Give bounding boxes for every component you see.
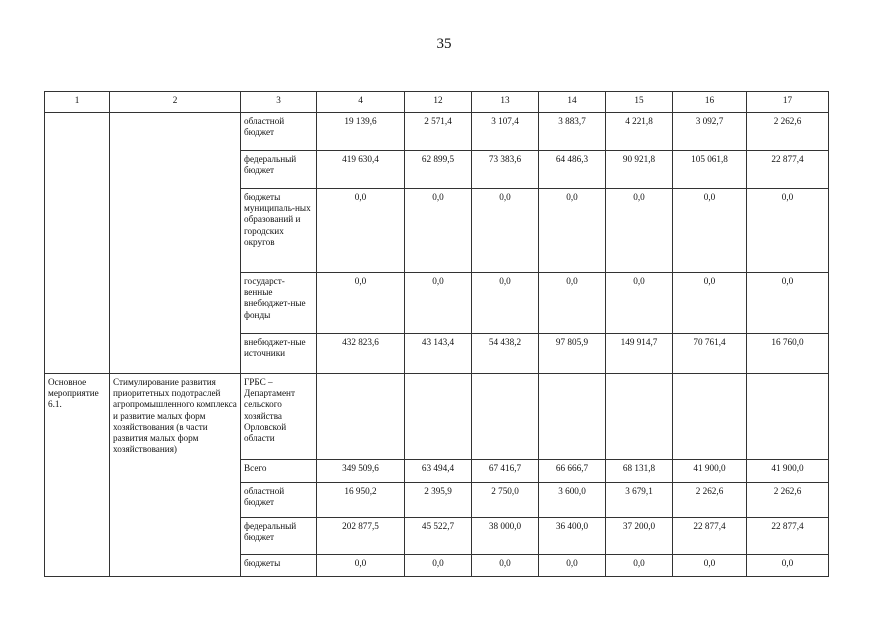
table-body bbox=[45, 113, 829, 577]
value-cell: 66 666,7 bbox=[539, 460, 606, 483]
funding-source-cell: внебюджет-ные источники bbox=[241, 334, 317, 374]
header-cell: 15 bbox=[606, 92, 673, 113]
header-cell: 12 bbox=[405, 92, 472, 113]
value-cell: 0,0 bbox=[405, 189, 472, 273]
value-cell: 22 877,4 bbox=[673, 518, 747, 555]
value-cell: 0,0 bbox=[606, 189, 673, 273]
event-description-cell bbox=[110, 113, 241, 374]
value-cell: 41 900,0 bbox=[747, 460, 829, 483]
value-cell bbox=[606, 374, 673, 460]
value-cell: 349 509,6 bbox=[317, 460, 405, 483]
header-cell: 2 bbox=[110, 92, 241, 113]
value-cell bbox=[539, 374, 606, 460]
value-cell: 22 877,4 bbox=[747, 518, 829, 555]
value-cell: 419 630,4 bbox=[317, 151, 405, 189]
value-cell: 67 416,7 bbox=[472, 460, 539, 483]
value-cell: 3 600,0 bbox=[539, 483, 606, 518]
header-row bbox=[45, 92, 829, 113]
value-cell: 0,0 bbox=[539, 189, 606, 273]
value-cell: 97 805,9 bbox=[539, 334, 606, 374]
event-name-cell: Основное мероприятие 6.1. bbox=[45, 374, 110, 577]
value-cell: 22 877,4 bbox=[747, 151, 829, 189]
table-row bbox=[45, 113, 829, 151]
value-cell: 0,0 bbox=[747, 189, 829, 273]
page-number: 35 bbox=[436, 36, 452, 52]
value-cell: 0,0 bbox=[317, 273, 405, 334]
table-row bbox=[45, 374, 829, 460]
value-cell: 70 761,4 bbox=[673, 334, 747, 374]
funding-source-cell: областной бюджет bbox=[241, 113, 317, 151]
header-cell: 1 bbox=[45, 92, 110, 113]
funding-source-cell: государст-венные внебюджет-ные фонды bbox=[241, 273, 317, 334]
value-cell: 0,0 bbox=[317, 555, 405, 577]
funding-source-cell: Всего bbox=[241, 460, 317, 483]
value-cell: 73 383,6 bbox=[472, 151, 539, 189]
value-cell: 4 221,8 bbox=[606, 113, 673, 151]
value-cell: 41 900,0 bbox=[673, 460, 747, 483]
value-cell: 2 262,6 bbox=[747, 483, 829, 518]
value-cell: 0,0 bbox=[673, 555, 747, 577]
header-cell: 4 bbox=[317, 92, 405, 113]
value-cell: 3 883,7 bbox=[539, 113, 606, 151]
funding-source-cell: бюджеты муниципаль-ных образований и городских округов bbox=[241, 189, 317, 273]
header-cell: 17 bbox=[747, 92, 829, 113]
value-cell: 3 107,4 bbox=[472, 113, 539, 151]
value-cell: 45 522,7 bbox=[405, 518, 472, 555]
funding-source-cell: бюджеты bbox=[241, 555, 317, 577]
value-cell: 63 494,4 bbox=[405, 460, 472, 483]
value-cell: 16 760,0 bbox=[747, 334, 829, 374]
funding-source-cell: федеральный бюджет bbox=[241, 151, 317, 189]
value-cell bbox=[472, 374, 539, 460]
table-header bbox=[45, 92, 829, 113]
value-cell: 68 131,8 bbox=[606, 460, 673, 483]
header-cell: 13 bbox=[472, 92, 539, 113]
value-cell: 105 061,8 bbox=[673, 151, 747, 189]
value-cell: 2 571,4 bbox=[405, 113, 472, 151]
value-cell: 0,0 bbox=[673, 189, 747, 273]
value-cell bbox=[747, 374, 829, 460]
value-cell: 19 139,6 bbox=[317, 113, 405, 151]
value-cell: 37 200,0 bbox=[606, 518, 673, 555]
value-cell: 2 395,9 bbox=[405, 483, 472, 518]
value-cell: 0,0 bbox=[405, 273, 472, 334]
value-cell: 0,0 bbox=[472, 273, 539, 334]
value-cell: 2 750,0 bbox=[472, 483, 539, 518]
funding-source-cell: областной бюджет bbox=[241, 483, 317, 518]
value-cell bbox=[405, 374, 472, 460]
value-cell: 2 262,6 bbox=[673, 483, 747, 518]
value-cell: 0,0 bbox=[317, 189, 405, 273]
value-cell: 149 914,7 bbox=[606, 334, 673, 374]
header-cell: 16 bbox=[673, 92, 747, 113]
funding-source-cell: федеральный бюджет bbox=[241, 518, 317, 555]
value-cell: 202 877,5 bbox=[317, 518, 405, 555]
value-cell: 0,0 bbox=[606, 555, 673, 577]
value-cell: 54 438,2 bbox=[472, 334, 539, 374]
value-cell bbox=[317, 374, 405, 460]
value-cell: 0,0 bbox=[747, 273, 829, 334]
value-cell: 0,0 bbox=[673, 273, 747, 334]
value-cell: 16 950,2 bbox=[317, 483, 405, 518]
value-cell: 38 000,0 bbox=[472, 518, 539, 555]
funding-source-cell: ГРБС – Департамент сельского хозяйства Орловской области bbox=[241, 374, 317, 460]
header-cell: 3 bbox=[241, 92, 317, 113]
header-cell: 14 bbox=[539, 92, 606, 113]
value-cell: 36 400,0 bbox=[539, 518, 606, 555]
value-cell bbox=[673, 374, 747, 460]
value-cell: 3 679,1 bbox=[606, 483, 673, 518]
value-cell: 0,0 bbox=[539, 555, 606, 577]
value-cell: 0,0 bbox=[472, 555, 539, 577]
value-cell: 2 262,6 bbox=[747, 113, 829, 151]
value-cell: 0,0 bbox=[472, 189, 539, 273]
event-description-cell: Стимулирование развития приоритетных подотраслей агропромышленного комплекса и развитие малых форм хозяйствования (в части развития малых форм хозяйствования) bbox=[110, 374, 241, 577]
value-cell: 0,0 bbox=[405, 555, 472, 577]
event-name-cell bbox=[45, 113, 110, 374]
budget-table bbox=[44, 91, 829, 577]
value-cell: 90 921,8 bbox=[606, 151, 673, 189]
value-cell: 43 143,4 bbox=[405, 334, 472, 374]
value-cell: 432 823,6 bbox=[317, 334, 405, 374]
value-cell: 0,0 bbox=[747, 555, 829, 577]
value-cell: 64 486,3 bbox=[539, 151, 606, 189]
value-cell: 3 092,7 bbox=[673, 113, 747, 151]
value-cell: 0,0 bbox=[606, 273, 673, 334]
value-cell: 0,0 bbox=[539, 273, 606, 334]
value-cell: 62 899,5 bbox=[405, 151, 472, 189]
